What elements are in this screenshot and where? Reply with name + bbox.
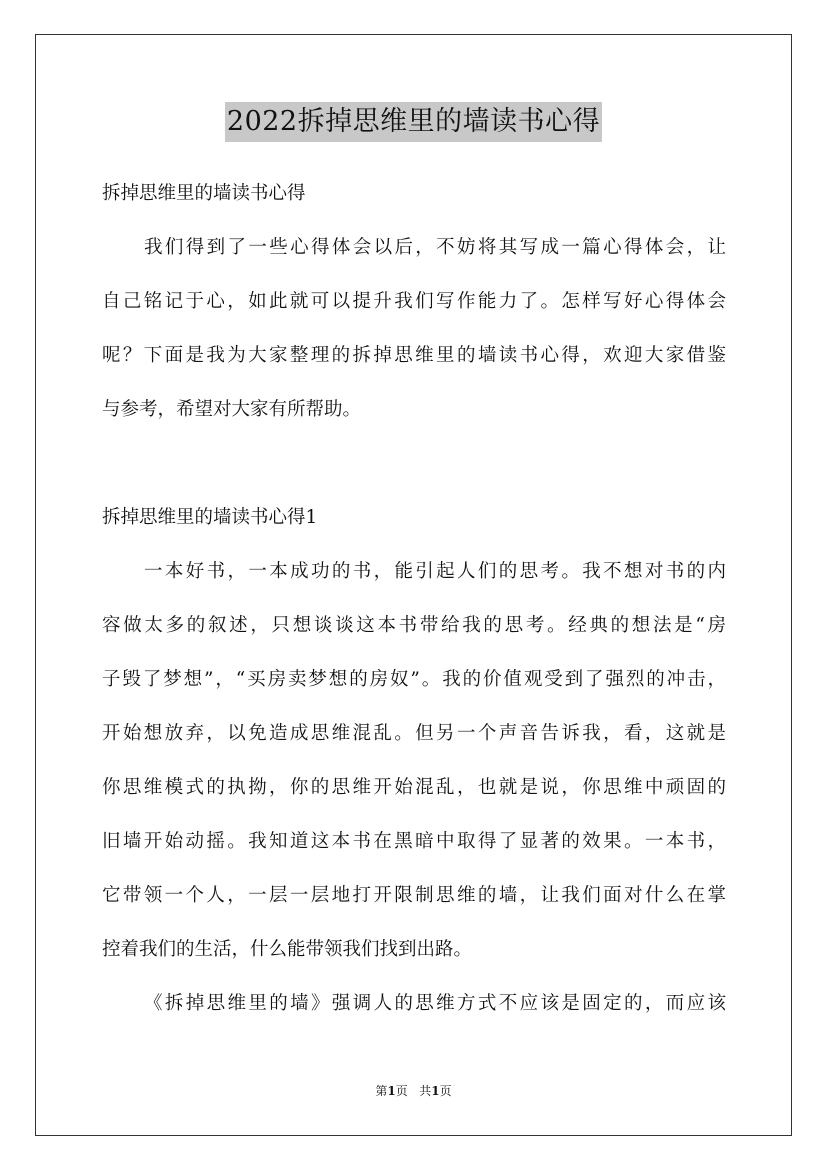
body-line: 控着我们的生活，什么能带领我们找到出路。 (102, 939, 473, 960)
document-subtitle: 拆掉思维里的墙读书心得 (102, 183, 306, 204)
body-line: 子毁了梦想”，“买房卖梦想的房奴”。我的价值观受到了强烈的冲击， (102, 669, 726, 690)
footer-page-suffix: 页 (395, 1084, 408, 1098)
footer-total-prefix: 共 (419, 1084, 432, 1098)
footer-page-prefix: 第 (375, 1084, 388, 1098)
intro-line: 我们得到了一些心得体会以后，不妨将其写成一篇心得体会，让 (144, 237, 726, 258)
body-line: 容做太多的叙述，只想谈谈这本书带给我的思考。经典的想法是“房 (102, 615, 726, 636)
section-heading: 拆掉思维里的墙读书心得1 (102, 507, 318, 528)
page-footer (0, 1083, 827, 1099)
intro-line: 自己铭记于心，如此就可以提升我们写作能力了。怎样写好心得体会 (102, 291, 726, 312)
body-line: 你思维模式的执拗，你的思维开始混乱，也就是说，你思维中顽固的 (102, 777, 726, 798)
footer-total-number: 1 (431, 1084, 440, 1098)
body-line: 一本好书，一本成功的书，能引起人们的思考。我不想对书的内 (144, 561, 726, 582)
intro-line: 呢？下面是我为大家整理的拆掉思维里的墙读书心得，欢迎大家借鉴 (102, 345, 726, 366)
document-title-text: 2022拆掉思维里的墙读书心得 (225, 102, 602, 142)
body-line: 开始想放弃，以免造成思维混乱。但另一个声音告诉我，看，这就是 (102, 723, 726, 744)
document-title (0, 100, 827, 142)
body-line: 旧墙开始动摇。我知道这本书在黑暗中取得了显著的效果。一本书， (102, 831, 726, 852)
footer-total-suffix: 页 (439, 1084, 452, 1098)
footer-page-number: 1 (387, 1084, 396, 1098)
body-line: 它带领一个人，一层一层地打开限制思维的墙，让我们面对什么在掌 (102, 885, 726, 906)
body-line: 《拆掉思维里的墙》强调人的思维方式不应该是固定的，而应该 (144, 993, 726, 1014)
intro-line: 与参考，希望对大家有所帮助。 (102, 399, 362, 420)
